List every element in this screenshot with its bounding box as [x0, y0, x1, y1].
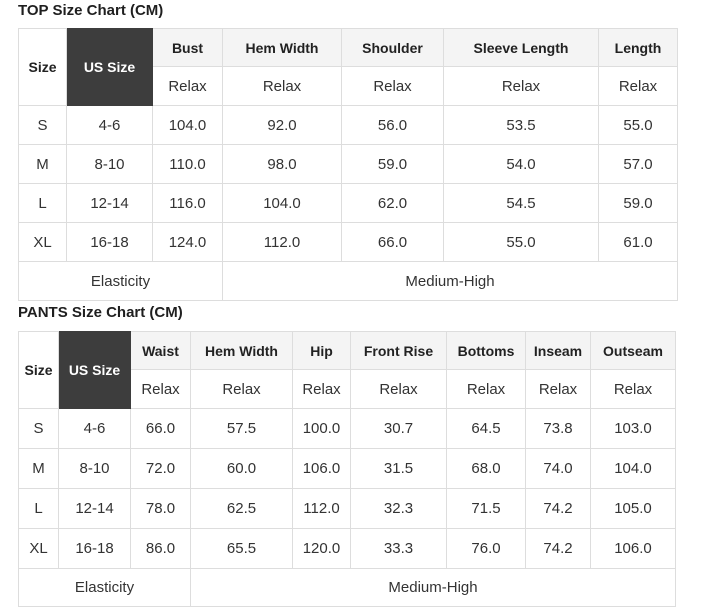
value-cell: 64.5	[447, 409, 526, 449]
us-size-cell: 8-10	[59, 449, 131, 489]
us-size-cell: 12-14	[59, 489, 131, 529]
table-header-row	[19, 332, 676, 370]
value-cell: 60.0	[191, 449, 293, 489]
value-cell: 61.0	[599, 223, 678, 262]
value-cell: 71.5	[447, 489, 526, 529]
size-cell: XL	[19, 529, 59, 569]
size-column-header: Size	[19, 332, 59, 409]
column-header-outseam: Outseam	[591, 332, 676, 370]
value-cell: 62.5	[191, 489, 293, 529]
fit-cell: Relax	[223, 67, 342, 106]
size-cell: L	[19, 489, 59, 529]
fit-cell: Relax	[351, 370, 447, 409]
value-cell: 72.0	[131, 449, 191, 489]
value-cell: 103.0	[591, 409, 676, 449]
elasticity-row	[19, 262, 678, 301]
fit-cell: Relax	[599, 67, 678, 106]
top-size-chart-table	[18, 28, 678, 301]
elasticity-value-cell: Medium-High	[191, 569, 676, 607]
fit-cell: Relax	[444, 67, 599, 106]
size-cell: S	[19, 106, 67, 145]
column-header-bust: Bust	[153, 29, 223, 67]
us-size-column-header: US Size	[59, 332, 131, 409]
value-cell: 86.0	[131, 529, 191, 569]
elasticity-value-cell: Medium-High	[223, 262, 678, 301]
table-row	[19, 184, 678, 223]
value-cell: 30.7	[351, 409, 447, 449]
fit-cell: Relax	[447, 370, 526, 409]
value-cell: 74.0	[526, 449, 591, 489]
value-cell: 120.0	[293, 529, 351, 569]
us-size-cell: 16-18	[59, 529, 131, 569]
value-cell: 54.0	[444, 145, 599, 184]
value-cell: 32.3	[351, 489, 447, 529]
value-cell: 104.0	[153, 106, 223, 145]
value-cell: 55.0	[444, 223, 599, 262]
value-cell: 112.0	[223, 223, 342, 262]
table-row	[19, 489, 676, 529]
column-header-hem-width: Hem Width	[223, 29, 342, 67]
value-cell: 62.0	[342, 184, 444, 223]
value-cell: 104.0	[223, 184, 342, 223]
elasticity-row	[19, 569, 676, 607]
value-cell: 106.0	[293, 449, 351, 489]
value-cell: 66.0	[131, 409, 191, 449]
top-chart-title: TOP Size Chart (CM)	[18, 2, 164, 19]
size-cell: M	[19, 449, 59, 489]
value-cell: 100.0	[293, 409, 351, 449]
value-cell: 55.0	[599, 106, 678, 145]
column-header-front-rise: Front Rise	[351, 332, 447, 370]
size-cell: S	[19, 409, 59, 449]
table-row	[19, 145, 678, 184]
value-cell: 112.0	[293, 489, 351, 529]
fit-cell: Relax	[342, 67, 444, 106]
value-cell: 54.5	[444, 184, 599, 223]
size-cell: L	[19, 184, 67, 223]
value-cell: 76.0	[447, 529, 526, 569]
value-cell: 98.0	[223, 145, 342, 184]
value-cell: 105.0	[591, 489, 676, 529]
value-cell: 59.0	[599, 184, 678, 223]
column-header-waist: Waist	[131, 332, 191, 370]
value-cell: 53.5	[444, 106, 599, 145]
value-cell: 66.0	[342, 223, 444, 262]
column-header-length: Length	[599, 29, 678, 67]
us-size-cell: 4-6	[59, 409, 131, 449]
us-size-cell: 4-6	[67, 106, 153, 145]
size-cell: XL	[19, 223, 67, 262]
size-cell: M	[19, 145, 67, 184]
table-row	[19, 529, 676, 569]
fit-cell: Relax	[526, 370, 591, 409]
value-cell: 106.0	[591, 529, 676, 569]
fit-cell: Relax	[153, 67, 223, 106]
fit-cell: Relax	[293, 370, 351, 409]
value-cell: 59.0	[342, 145, 444, 184]
column-header-hem-width: Hem Width	[191, 332, 293, 370]
value-cell: 57.0	[599, 145, 678, 184]
value-cell: 68.0	[447, 449, 526, 489]
value-cell: 110.0	[153, 145, 223, 184]
value-cell: 78.0	[131, 489, 191, 529]
value-cell: 92.0	[223, 106, 342, 145]
fit-cell: Relax	[591, 370, 676, 409]
value-cell: 73.8	[526, 409, 591, 449]
column-header-inseam: Inseam	[526, 332, 591, 370]
table-row	[19, 449, 676, 489]
elasticity-label-cell: Elasticity	[19, 262, 223, 301]
value-cell: 104.0	[591, 449, 676, 489]
column-header-sleeve-length: Sleeve Length	[444, 29, 599, 67]
value-cell: 57.5	[191, 409, 293, 449]
value-cell: 31.5	[351, 449, 447, 489]
size-column-header: Size	[19, 29, 67, 106]
us-size-column-header: US Size	[67, 29, 153, 106]
fit-cell: Relax	[191, 370, 293, 409]
column-header-hip: Hip	[293, 332, 351, 370]
column-header-shoulder: Shoulder	[342, 29, 444, 67]
table-row	[19, 223, 678, 262]
us-size-cell: 12-14	[67, 184, 153, 223]
value-cell: 56.0	[342, 106, 444, 145]
table-row	[19, 106, 678, 145]
table-row	[19, 409, 676, 449]
table-header-row	[19, 29, 678, 67]
elasticity-label-cell: Elasticity	[19, 569, 191, 607]
value-cell: 65.5	[191, 529, 293, 569]
value-cell: 116.0	[153, 184, 223, 223]
us-size-cell: 16-18	[67, 223, 153, 262]
value-cell: 74.2	[526, 489, 591, 529]
column-header-bottoms: Bottoms	[447, 332, 526, 370]
fit-cell: Relax	[131, 370, 191, 409]
us-size-cell: 8-10	[67, 145, 153, 184]
pants-size-chart-table	[18, 331, 676, 607]
value-cell: 124.0	[153, 223, 223, 262]
pants-chart-title: PANTS Size Chart (CM)	[18, 304, 183, 321]
value-cell: 33.3	[351, 529, 447, 569]
value-cell: 74.2	[526, 529, 591, 569]
